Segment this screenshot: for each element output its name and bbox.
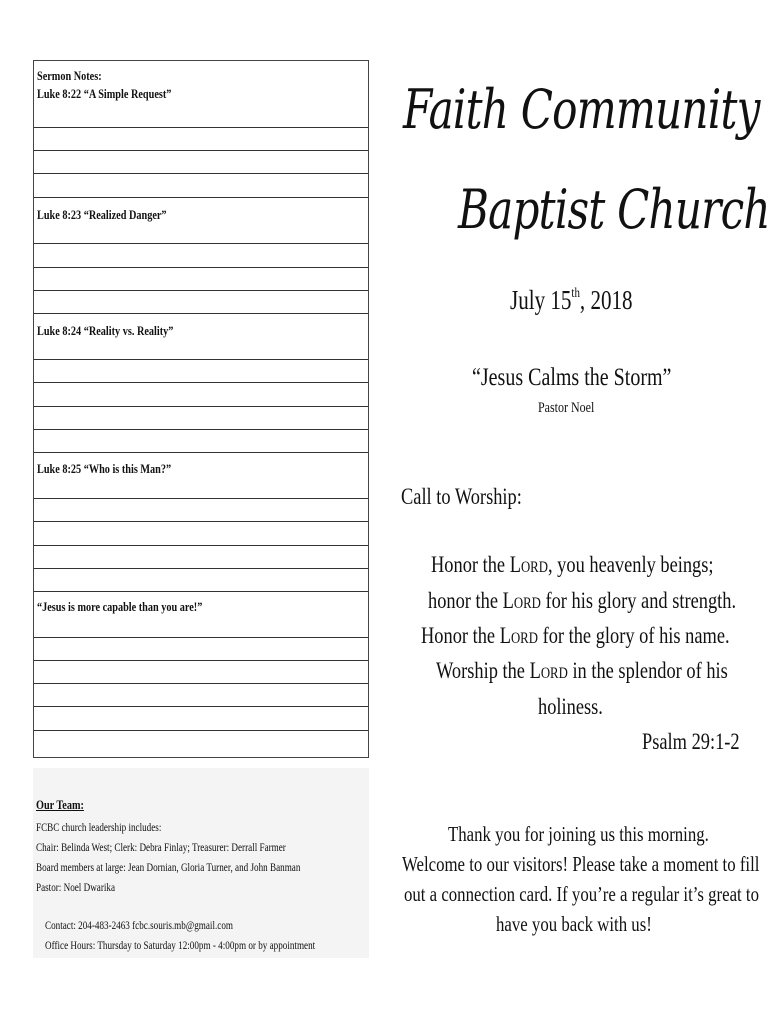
verse-text: for his glory and strength. [540,588,737,613]
note-line[interactable] [34,359,368,360]
verse-text: Worship the L [436,658,541,683]
note-line[interactable] [34,313,368,314]
note-line[interactable] [34,406,368,407]
note-line[interactable] [34,243,368,244]
section-title-4: Luke 8:25 “Who is this Man?” [37,462,172,476]
service-date [510,285,633,316]
verse-text: Honor the L [421,623,511,648]
team-box [33,768,369,958]
date-year: , 2018 [579,285,633,315]
welcome-line-4: have you back with us! [496,912,652,936]
team-contact: Contact: 204-483-2463 fcbc.souris.mb@gmail.com [45,918,233,932]
note-line[interactable] [34,637,368,638]
team-hours: Office Hours: Thursday to Saturday 12:00pm - 4:00pm or by appointment [45,938,316,952]
note-line[interactable] [34,706,368,707]
team-intro: FCBC church leadership includes: [36,820,162,834]
team-pastor: Pastor: Noel Dwarika [36,880,116,894]
verse-line-3 [421,623,730,649]
verse-text: for the glory of his name. [537,623,730,648]
verse-line-5: holiness. [538,694,603,719]
team-board: Board members at large: Jean Dornian, Gloria Turner, and John Banman [36,860,301,874]
note-line[interactable] [34,452,368,453]
verse-line-4 [436,658,728,684]
note-line[interactable] [34,683,368,684]
verse-line-2 [428,588,736,614]
verse-text: , you heavenly beings; [547,552,714,577]
note-line[interactable] [34,382,368,383]
section-title-1: Luke 8:22 “A Simple Request” [37,87,172,101]
verse-lord: ord [520,552,548,577]
note-line[interactable] [34,197,368,198]
note-line[interactable] [34,545,368,546]
note-line[interactable] [34,660,368,661]
church-name-line2: Baptist Church [458,178,770,241]
verse-lord: ord [513,588,541,613]
verse-lord: ord [540,658,568,683]
date-main: July 15 [510,285,572,315]
section-title-5: “Jesus is more capable than you are!” [37,600,203,614]
verse-line-1 [431,552,714,578]
sermon-speaker: Pastor Noel [538,400,595,416]
team-chair: Chair: Belinda West; Clerk: Debra Finlay; Treasurer: Derrall Farmer [36,840,286,854]
verse-text: honor the L [428,588,514,613]
church-name-line1: Faith Community [403,78,760,141]
date-suffix: th [571,286,580,301]
note-line[interactable] [34,521,368,522]
note-line[interactable] [34,730,368,731]
welcome-line-3: out a connection card. If you’re a regular it’s great to [404,882,759,906]
note-line[interactable] [34,267,368,268]
section-title-2: Luke 8:23 “Realized Danger” [37,208,167,222]
section-title-3: Luke 8:24 “Reality vs. Reality” [37,324,174,338]
note-line[interactable] [34,127,368,128]
verse-text: in the splendor of his [567,658,728,683]
sermon-title: “Jesus Calms the Storm” [472,364,672,391]
sermon-notes-label: Sermon Notes: [37,69,102,83]
note-line[interactable] [34,290,368,291]
note-line[interactable] [34,591,368,592]
verse-lord: ord [510,623,538,648]
team-title: Our Team: [36,798,84,812]
note-line[interactable] [34,429,368,430]
sermon-notes-box [33,60,369,758]
sermon-notes-header [37,67,171,103]
verse-reference: Psalm 29:1-2 [642,729,740,754]
note-line[interactable] [34,150,368,151]
call-to-worship-heading: Call to Worship: [401,484,522,509]
note-line[interactable] [34,498,368,499]
welcome-line-2: Welcome to our visitors! Please take a moment to fill [402,852,760,876]
welcome-line-1: Thank you for joining us this morning. [448,822,709,846]
note-line[interactable] [34,568,368,569]
note-line[interactable] [34,173,368,174]
verse-text: Honor the L [431,552,521,577]
